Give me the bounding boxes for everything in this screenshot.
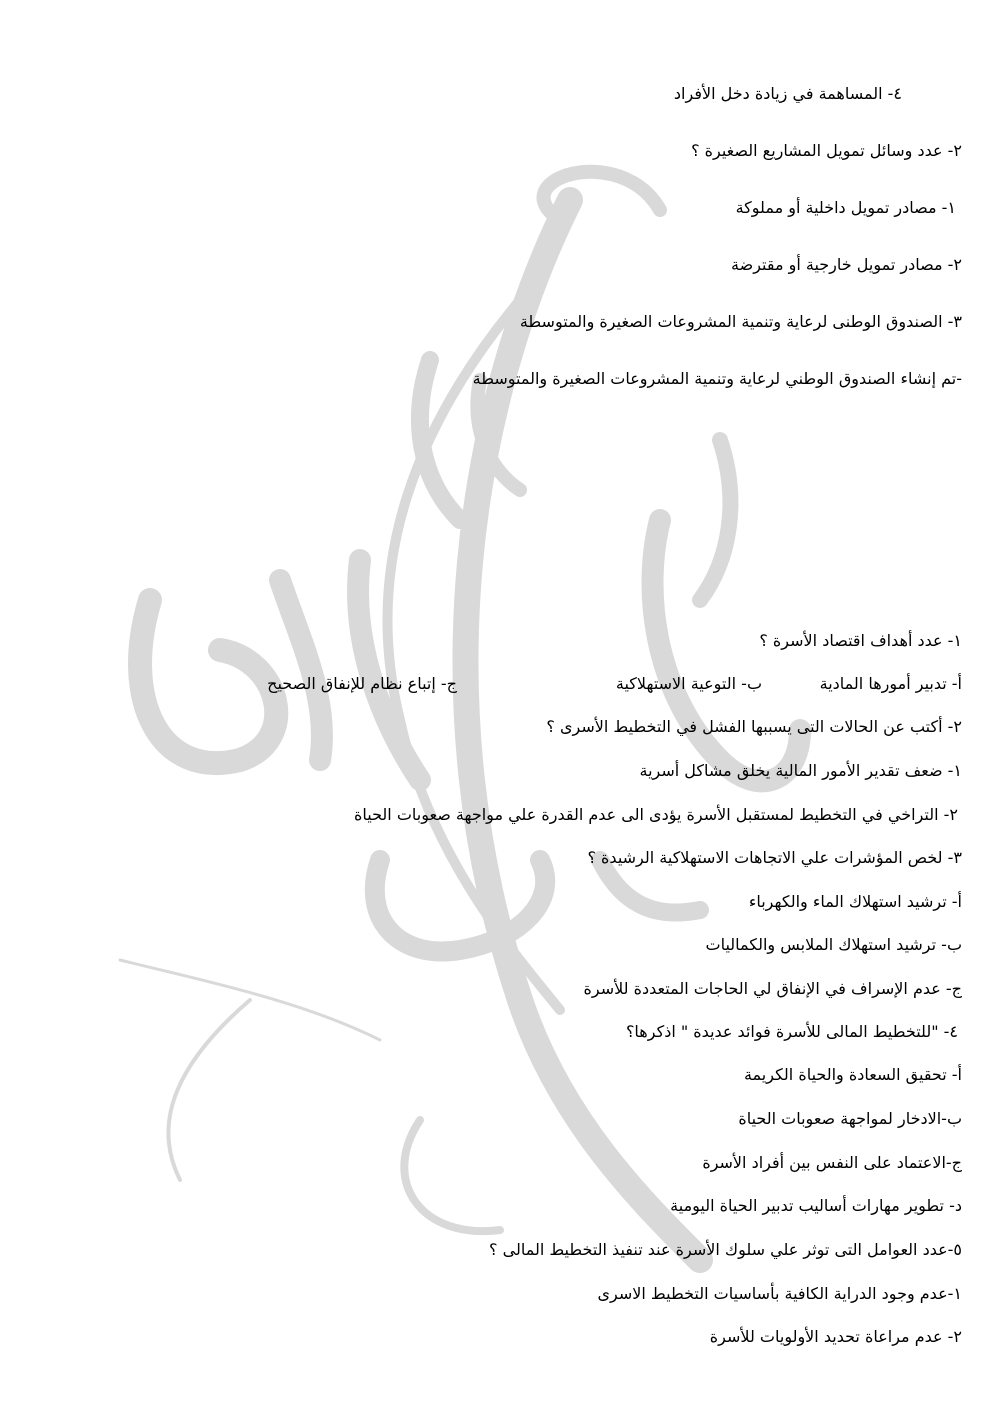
- line-external-funding: ٢- مصادر تمويل خارجية أو مقترضة: [731, 255, 962, 274]
- line-income-contribution: ٤- المساهمة في زيادة دخل الأفراد: [673, 84, 902, 103]
- line-national-fund: ٣- الصندوق الوطنى لرعاية وتنمية المشروعات الصغيرة والمتوسطة: [519, 312, 962, 331]
- line-priorities: ٢- عدم مراعاة تحديد الأولويات للأسرة: [709, 1327, 962, 1346]
- question-family-economy-goals: ١- عدد أهداف اقتصاد الأسرة ؟: [759, 631, 962, 650]
- line-lack-of-knowledge: ١-عدم وجود الدراية الكافية بأساسيات التخطيط الاسرى: [597, 1284, 962, 1303]
- option-b: ب- التوعية الاستهلاكية: [615, 674, 762, 693]
- line-water-electricity: أ- ترشيد استهلاك الماء والكهرباء: [748, 892, 962, 911]
- option-c: ج- إتباع نظام للإنفاق الصحيح: [267, 674, 457, 693]
- question-consumption-indicators: ٣- لخص المؤشرات علي الاتجاهات الاستهلاكية الرشيدة ؟: [587, 848, 962, 867]
- goals-options-row: [222, 674, 962, 698]
- question-funding-means: ٢- عدد وسائل تمويل المشاريع الصغيرة ؟: [691, 141, 962, 160]
- option-a: أ- تدبير أمورها المادية: [819, 674, 962, 693]
- line-self-reliance: ج-الاعتماد على النفس بين أفراد الأسرة: [702, 1153, 962, 1172]
- line-fund-establishment: -تم إنشاء الصندوق الوطني لرعاية وتنمية المشروعات الصغيرة والمتوسطة: [472, 369, 962, 388]
- line-planning-laxity: ٢- التراخي في التخطيط لمستقبل الأسرة يؤدى الى عدم القدرة علي مواجهة صعوبات الحياة: [354, 805, 958, 824]
- line-no-extravagance: ج- عدم الإسراف في الإنفاق لي الحاجات المتعددة للأسرة: [583, 979, 962, 998]
- line-saving: ب-الادخار لمواجهة صعوبات الحياة: [738, 1109, 962, 1128]
- line-internal-funding: ١- مصادر تمويل داخلية أو مملوكة: [735, 198, 956, 217]
- question-behavior-factors: ٥-عدد العوامل التى توثر علي سلوك الأسرة عند تنفيذ التخطيط المالى ؟: [489, 1240, 962, 1259]
- line-skills: د- تطوير مهارات أساليب تدبير الحياة اليومية: [670, 1196, 962, 1215]
- line-clothes-luxuries: ب- ترشيد استهلاك الملابس والكماليات: [705, 935, 962, 954]
- line-happiness: أ- تحقيق السعادة والحياة الكريمة: [743, 1065, 962, 1084]
- question-planning-benefits: ٤- "للتخطيط المالى للأسرة فوائد عديدة " اذكرها؟: [625, 1022, 958, 1041]
- question-planning-failure: ٢- أكتب عن الحالات التى يسببها الفشل في التخطيط الأسرى ؟: [546, 717, 962, 736]
- line-weak-estimation: ١- ضعف تقدير الأمور المالية يخلق مشاكل أسرية: [639, 761, 962, 780]
